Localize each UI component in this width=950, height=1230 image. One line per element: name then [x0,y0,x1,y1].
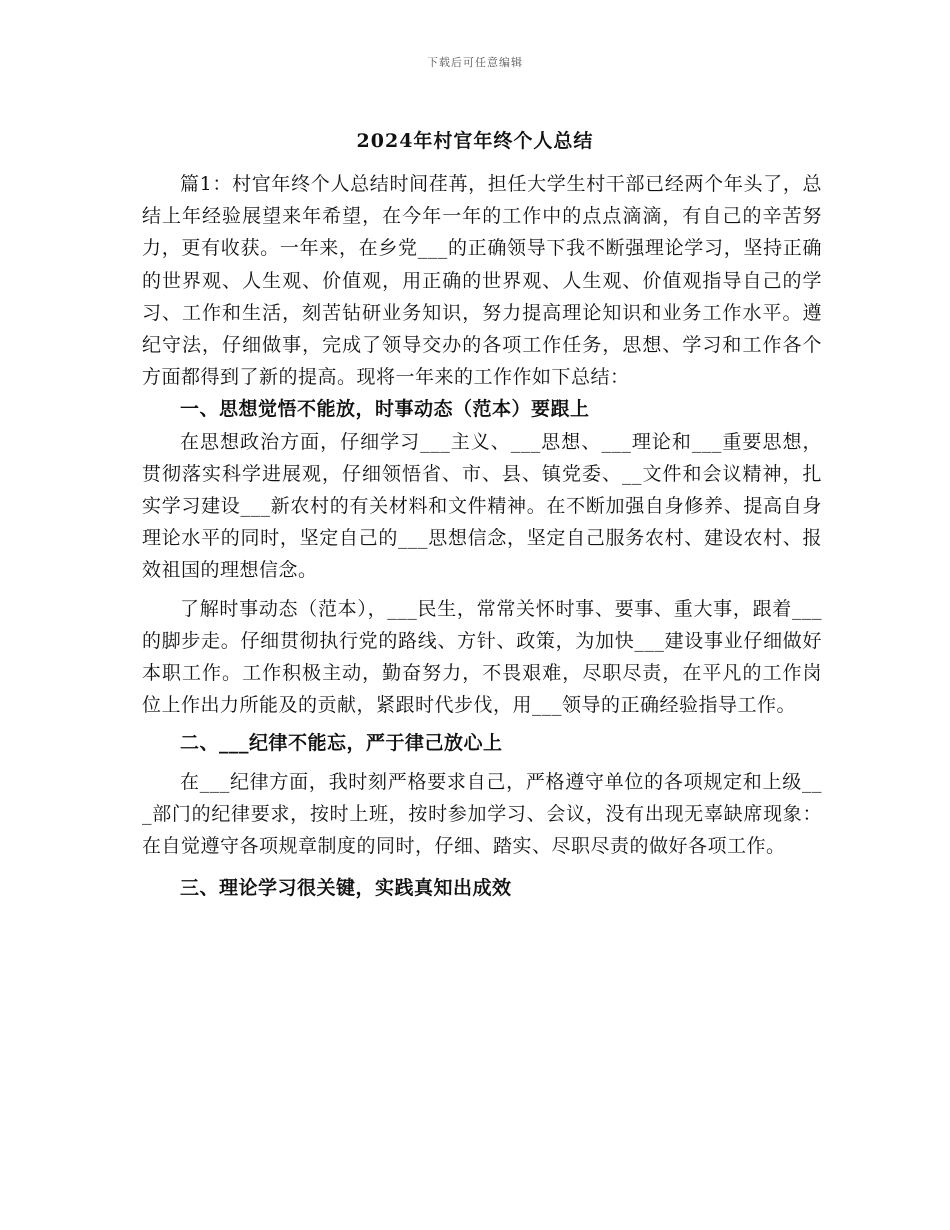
section1-paragraph-1: 在思想政治方面，仔细学习___主义、___思想、___理论和___重要思想，贯彻落实科学进展观，仔细领悟省、市、县、镇党委、__文件和会议精神，扎实学习建设___新农村的有关材料和文件精神。在不断加强自身修养、提高自身理论水平的同时，坚定自己的___思想信念，坚定自己服务农村、建设农村、报效祖国的理想信念。 [142,430,822,582]
document-title: 2024年村官年终个人总结 [356,130,594,152]
section-heading-2: 二、___纪律不能忘，严于律己放心上 [180,732,503,755]
section-heading-3: 三、理论学习很关键，实践真知出成效 [180,877,512,900]
intro-paragraph: 篇1：村官年终个人总结时间荏苒，担任大学生村干部已经两个年头了，总结上年经验展望来年希望，在今年一年的工作中的点点滴滴，有自己的辛苦努力，更有收获。一年来，在乡党___的正确领导下我不断强理论学习，坚持正确的世界观、人生观、价值观，用正确的世界观、人生观、价值观指导自己的学习、工作和生活，刻苦钻研业务知识，努力提高理论知识和业务工作水平。遵纪守法，仔细做事，完成了领导交办的各项工作任务，思想、学习和工作各个方面都得到了新的提高。现将一年来的工作作如下总结： [142,173,822,389]
spacer [142,862,822,872]
header-note: 下载后可任意编辑 [427,56,523,69]
section1-paragraph-2: 了解时事动态（范本），___民生，常常关怀时事、要事、重大事，跟着___的脚步走。仔细贯彻执行党的路线、方针、政策，为加快___建设事业仔细做好本职工作。工作积极主动，勤奋努力，不畏艰难，尽职尽责，在平凡的工作岗位上作出力所能及的贡献，紧跟时代步伐，用___领导的正确经验指导工作。 [142,597,822,717]
section-heading-1: 一、思想觉悟不能放，时事动态（范本）要跟上 [180,398,590,421]
document-body [142,168,822,904]
section2-paragraph-1: 在___纪律方面，我时刻严格要求自己，严格遵守单位的各项规定和上级___部门的纪律要求，按时上班，按时参加学习、会议，没有出现无辜缺席现象：在自觉遵守各项规章制度的同时，仔细、踏实、尽职尽责的做好各项工作。 [142,770,822,858]
